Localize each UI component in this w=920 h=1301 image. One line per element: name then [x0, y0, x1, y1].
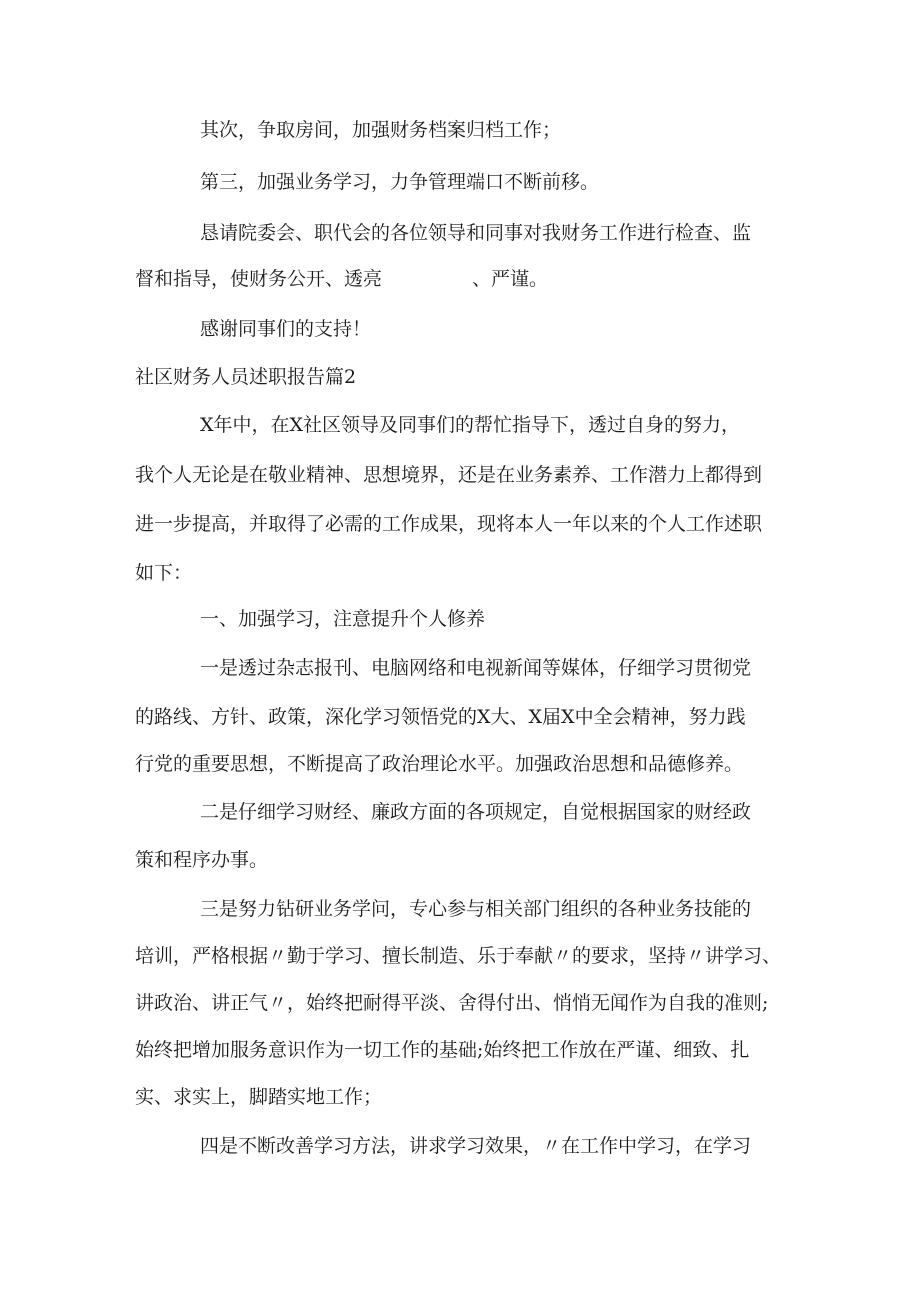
paragraph-line-15: 三是努力钻研业务学问，专心参与相关部门组织的各种业务技能的 — [200, 898, 752, 920]
paragraph-line-5: 感谢同事们的支持！ — [200, 318, 372, 340]
paragraph-line-17: 讲政治、讲正气〃，始终把耐得平淡、舍得付出、悄悄无闻作为自我的准则; — [135, 992, 769, 1014]
paragraph-line-16: 培训，严格根据〃勤于学习、擅长制造、乐于奉献〃的要求，坚持〃讲学习、 — [135, 945, 782, 967]
section-heading: 社区财务人员述职报告篇2 — [135, 366, 357, 388]
subsection-heading: 一、加强学习，注意提升个人修养 — [200, 608, 486, 630]
paragraph-line-19: 实、求实上，脚踏实地工作； — [135, 1086, 383, 1108]
paragraph-line-4-part-2: 、严谨。 — [472, 268, 549, 290]
paragraph-line-9: 如下： — [135, 562, 193, 584]
paragraph-line-10: 一是透过杂志报刊、电脑网络和电视新闻等媒体，仔细学习贯彻党 — [200, 657, 752, 679]
paragraph-line-2: 第三，加强业务学习，力争管理端口不断前移。 — [200, 171, 600, 193]
paragraph-line-13: 二是仔细学习财经、廉政方面的各项规定，自觉根据国家的财经政 — [200, 801, 752, 823]
paragraph-line-18: 始终把增加服务意识作为一切工作的基础;始终把工作放在严谨、细致、扎 — [135, 1039, 750, 1061]
paragraph-line-14: 策和程序办事。 — [135, 849, 269, 871]
paragraph-line-12: 行党的重要思想，不断提高了政治理论水平。加强政治思想和品德修养。 — [135, 753, 744, 775]
paragraph-line-7: 我个人无论是在敬业精神、思想境界，还是在业务素养、工作潜力上都得到 — [135, 464, 763, 486]
paragraph-line-6: X年中，在X社区领导及同事们的帮忙指导下，透过自身的努力， — [200, 414, 741, 436]
paragraph-line-8: 进一步提高，并取得了必需的工作成果，现将本人一年以来的个人工作述职 — [135, 513, 763, 535]
paragraph-line-4 — [135, 267, 795, 291]
paragraph-line-11: 的路线、方针、政策，深化学习领悟党的X大、X届X中全会精神，努力践 — [135, 706, 746, 728]
paragraph-line-3: 恳请院委会、职代会的各位领导和同事对我财务工作进行检查、监 — [200, 222, 752, 244]
paragraph-line-1: 其次，争取房间，加强财务档案归档工作； — [200, 119, 562, 141]
paragraph-line-4-part-1: 督和指导，使财务公开、透亮 — [135, 268, 383, 290]
paragraph-line-20: 四是不断改善学习方法，讲求学习效果，〃在工作中学习，在学习 — [200, 1135, 752, 1157]
